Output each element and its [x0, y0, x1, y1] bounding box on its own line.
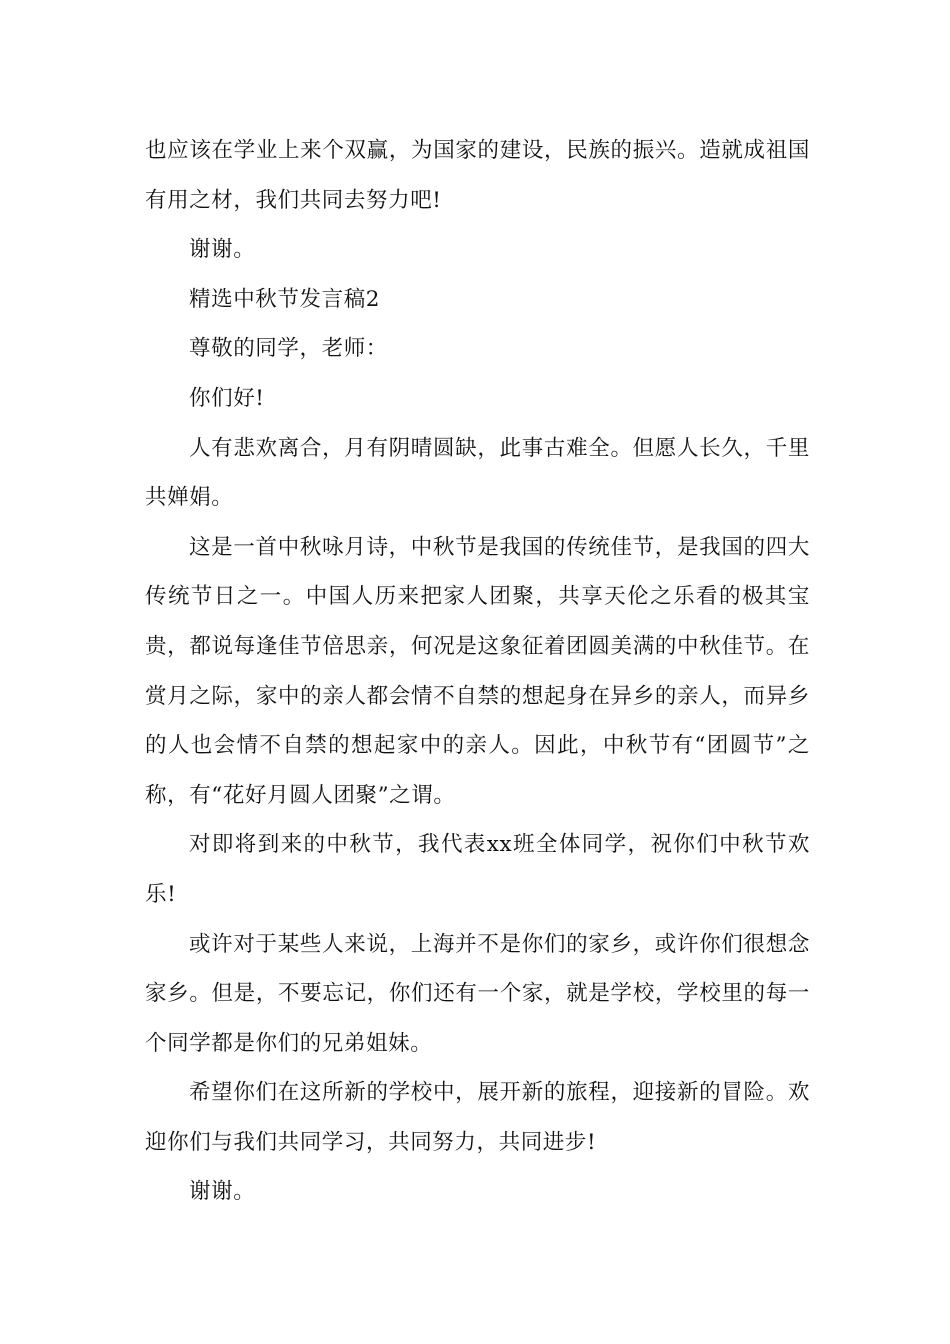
document-body [145, 126, 810, 1217]
paragraph-welcome: 希望你们在这所新的学校中，展开新的旅程，迎接新的冒险。欢迎你们与我们共同学习，共同努力，共同进步! [145, 1080, 810, 1155]
paragraph-greeting: 你们好! [189, 385, 265, 411]
section-heading: 精选中秋节发言稿2 [189, 286, 381, 312]
paragraph-thanks-1: 谢谢。 [189, 237, 256, 263]
paragraph-festival-intro: 这是一首中秋咏月诗，中秋节是我国的传统佳节，是我国的四大传统节日之一。中国人历来把家人团聚，共享天伦之乐看的极其宝贵，都说每逢佳节倍思亲，何况是这象征着团圆美满的中秋佳节。在赏月之际，家中的亲人都会情不自禁的想起身在异乡的亲人，而异乡的人也会情不自禁的想起家中的亲人。因此，中秋节有“团圆节”之称，有“花好月圆人团聚”之谓。 [145, 534, 810, 808]
paragraph-salutation: 尊敬的同学，老师： [189, 336, 388, 362]
paragraph-homesick: 或许对于某些人来说，上海并不是你们的家乡，或许你们很想念家乡。但是，不要忘记，你们还有一个家，就是学校，学校里的每一个同学都是你们的兄弟姐妹。 [145, 931, 810, 1056]
paragraph-wishes: 对即将到来的中秋节，我代表xx班全体同学，祝你们中秋节欢乐! [145, 832, 810, 907]
paragraph-continuation: 也应该在学业上来个双赢，为国家的建设，民族的振兴。造就成祖国有用之材，我们共同去努力吧! [145, 138, 810, 213]
paragraph-poem: 人有悲欢离合，月有阴晴圆缺，此事古难全。但愿人长久，千里共婵娟。 [145, 435, 810, 511]
paragraph-thanks-2: 谢谢。 [189, 1179, 256, 1205]
